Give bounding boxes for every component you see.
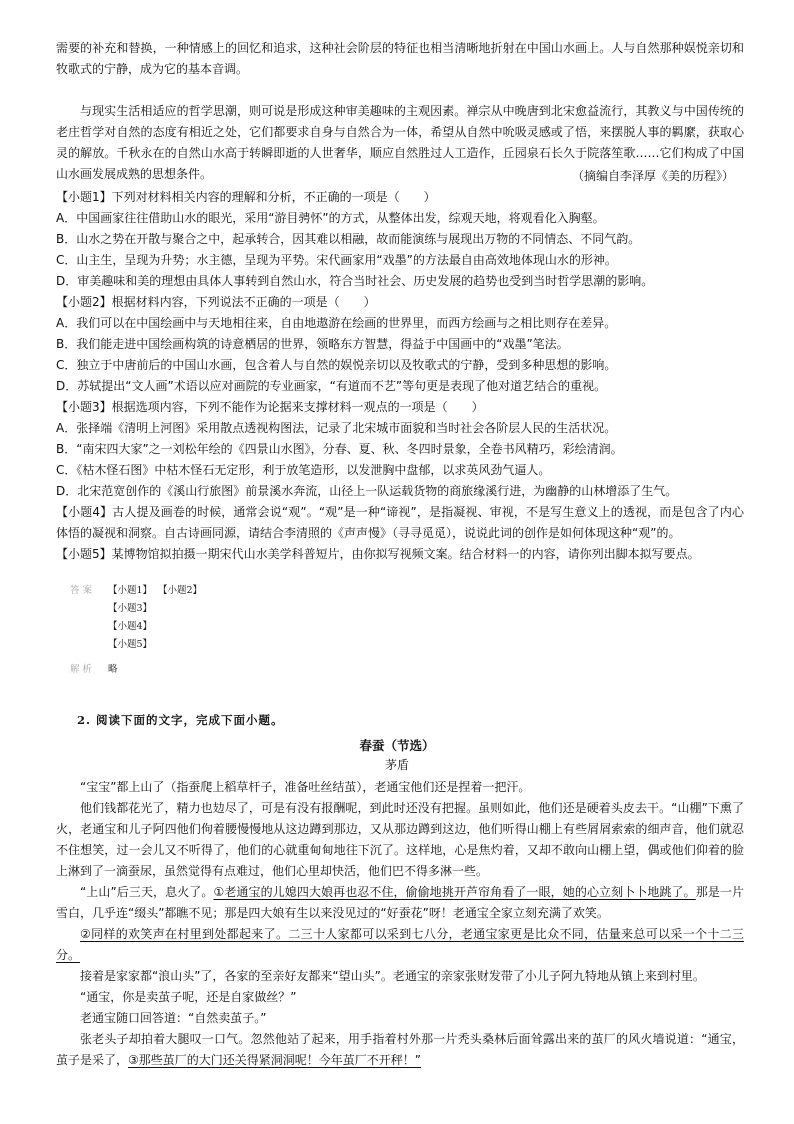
passage1-source: （摘编自李泽厚《美的历程》） <box>571 169 734 183</box>
analysis-label: 解析 <box>70 664 96 675</box>
answer-item-3: 【小题3】 <box>108 603 153 614</box>
underlined-sentence-2: ②同样的欢笑声在村里到处都起来了。二三十人家都可以采到七八分，老通宝家更是比众不同，估量来总可以采一个十二三分。 <box>56 927 744 962</box>
question-3-option-c: C．《枯木怪石图》中枯木怪石无定形，利于放笔造形，以发泄胸中盘郁，以求英风劲气逼人。 <box>56 463 551 477</box>
answer-label: 答案 <box>70 585 96 596</box>
story-paragraph-3-lead: “上山”后三天，息火了。 <box>80 885 214 899</box>
answer-item-4: 【小题4】 <box>108 621 153 632</box>
question-3-option-a: A．张择端《清明上河图》采用散点透视构图法，记录了北宋城市面貌和当时社会各阶层人民的生活状况。 <box>56 421 617 435</box>
question-1-stem: 【小题1】下列对材料相关内容的理解和分析，不正确的一项是（ ） <box>56 190 436 204</box>
question-5-stem: 【小题5】某博物馆拟拍摄一期宋代山水美学科普短片，由你拟写视频文案。结合材料一的内容，请你列出脚本拟写要点。 <box>56 547 700 561</box>
question-2-option-a: A．我们可以在中国绘画中与天地相往来，自由地遨游在绘画的世界里，而西方绘画与之相比则存在差异。 <box>56 316 617 330</box>
story-paragraph-2: 他们钱都花光了，精力也攰尽了，可是有没有报酬呢，到此时还没有把握。虽则如此，他们还是硬着头皮去干。“山棚”下熏了火，老通宝和儿子阿四他们佝着腰慢慢地从这边蹲到那边，又从那边蹲到这边，他们听得山棚上有些屑屑索索的细声音，他们就忍不住想笑，过一会儿又不听得了，他们的心就重甸甸地往下沉了。这样地，心是焦灼着，又却不敢向山棚上望，偶或他们仰着的脸上淋到了一滴蚕尿，虽然觉得有点难过，他们心里却快活，他们巴不得多淋一些。 <box>56 801 744 878</box>
question-2-option-b: B．我们能走进中国绘画构筑的诗意栖居的世界，领略东方智慧，得益于中国画中的“戏墨”笔法。 <box>56 337 569 351</box>
story-paragraph-1: “宝宝”都上山了（指蚕爬上稻草杆子，准备吐丝结茧），老通宝他们还是捏着一把汗。 <box>80 780 531 794</box>
question-4-stem: 【小题4】古人提及画卷的时候，通常会说“观”。“观”是一种“谛视”，是指凝视、审视，不是写生意义上的透视，而是包含了内心体悟的凝视和洞察。自古诗画同源，请结合李清照的《声声慢》（寻寻觅觅），说说此词的创作是如何体现这种“观”的。 <box>56 505 744 540</box>
story-paragraph-7: 老通宝随口回答道：“自然卖茧子。” <box>80 1011 267 1025</box>
question-1-option-d: D．审美趣味和美的理想由具体人事转到自然山水，符合当时社会、历史发展的趋势也受到当时哲学思潮的影响。 <box>56 274 654 288</box>
underlined-sentence-3: ③那些茧厂的大门还关得紧洞洞呢！今年茧厂不开秤！” <box>128 1053 421 1067</box>
question-3-option-b: B．“南宋四大家”之一刘松年绘的《四景山水图》，分春、夏、秋、冬四时景象，全卷书风精巧，彩绘清润。 <box>56 442 623 456</box>
story-paragraph-8 <box>56 1029 744 1071</box>
underlined-sentence-1: ①老通宝的儿媳四大娘再也忍不住，偷偷地挑开芦帘角看了一眼，她的心立刻卜卜地跳了。 <box>213 885 696 899</box>
story-paragraph-3 <box>56 882 744 924</box>
story-paragraph-8-lead: 张老头子却拍着大腿叹一口气。忽然他站了起来，用手指着村外那一片秃头桑林后面耸露出来的茧厂的风火墙说道：“通宝，茧子是采了， <box>56 1032 744 1067</box>
answer-item-5: 【小题5】 <box>108 639 153 650</box>
analysis-value: 略 <box>108 664 118 675</box>
question-2-stem: 【小题2】根据材料内容，下列说法不正确的一项是（ ） <box>56 295 376 309</box>
question-2-option-d: D．苏轼提出“文人画”术语以应对画院的专业画家，“有道而不艺”等句更是表现了他对道艺结合的重视。 <box>56 379 607 393</box>
passage1-paragraph-2: 与现实生活相适应的哲学思潮，则可说是形成这种审美趣味的主观因素。禅宗从中晚唐到北宋愈益流行，其教义与中国传统的老庄哲学对自然的态度有相近之处，它们都要求自身与自然合为一体，希望从自然中吮吸灵感或了悟，来摆脱人事的羁縻，获取心灵的解放。千秋永在的自然山水高于转瞬即逝的人世奢华，顺应自然胜过人工造作，丘园泉石长久于院落笙歌……它们构成了中国山水画发展成熟的思想条件。 <box>56 104 744 181</box>
question-2-heading: 2. 阅读下面的文字，完成下面小题。 <box>77 713 284 727</box>
question-1-option-c: C．山主生，呈现为升势；水主德，呈现为平势。宋代画家用“戏墨”的方法最自由高效地体现山水的形神。 <box>56 253 617 267</box>
story-paragraph-4 <box>56 924 744 966</box>
question-3-stem: 【小题3】根据选项内容，下列不能作为论据来支撑材料一观点的一项是（ ） <box>56 400 484 414</box>
story-paragraph-5: 接着是家家都“浪山头”了，各家的至亲好友都来“望山头”。老通宝的亲家张财发带了小儿子阿九特地从镇上来到村里。 <box>80 969 705 983</box>
answer-item-2: 【小题2】 <box>158 585 203 596</box>
question-1-option-a: A．中国画家往往借助山水的眼光，采用“游目骋怀”的方式，从整体出发，综观天地，将观看化入胸壑。 <box>56 211 605 225</box>
story-author: 茅盾 <box>384 758 409 772</box>
question-3-option-d: D．北宋范宽创作的《溪山行旅图》前景溪水奔流，山径上一队运载货物的商旅缘溪行进，为幽静的山林增添了生气。 <box>56 484 678 498</box>
question-1-option-b: B．山水之势在开散与聚合之中，起承转合，因其难以相融，故而能演练与展现出万物的不同情态、不同气韵。 <box>56 232 641 246</box>
answer-item-1: 【小题1】 <box>108 585 153 596</box>
passage1-paragraph-1: 需要的补充和替换，一种情感上的回忆和追求，这种社会阶层的特征也相当清晰地折射在中国山水画上。人与自然那种娱悦亲切和牧歌式的宁静，成为它的基本音调。 <box>56 41 744 76</box>
question-2-option-c: C．独立于中唐前后的中国山水画，包含着人与自然的娱悦亲切以及牧歌式的宁静，受到多种思想的影响。 <box>56 358 617 372</box>
story-paragraph-3-tail: 那是一片雪白，几乎连“缀头”都瞧不见；那是四大娘有生以来没见过的“好蚕花”呀！老通宝全家立刻充满了欢笑。 <box>56 885 744 920</box>
story-title: 春蚕（节选） <box>359 738 435 753</box>
story-paragraph-6: “通宝，你是卖茧子呢，还是自家做丝？” <box>80 990 297 1004</box>
